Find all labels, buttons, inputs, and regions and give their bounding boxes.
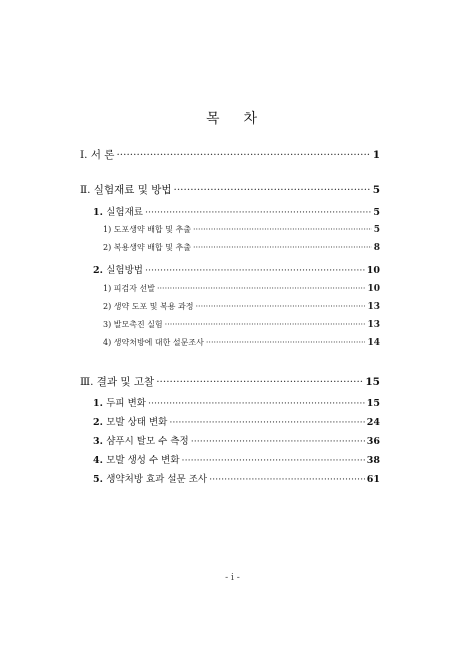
toc-entry-2-2-1[interactable] <box>103 283 380 294</box>
section-title: 생약처방 효과 설문 조사 <box>106 474 208 485</box>
toc-entry-2-1-1[interactable] <box>103 224 380 235</box>
toc-entry-2-2[interactable] <box>93 262 380 276</box>
toc-label <box>93 395 146 409</box>
toc-label: 1) 피검자 선발 <box>103 284 155 293</box>
dot-leader <box>165 320 366 329</box>
toc-page: 13 <box>367 302 380 312</box>
toc-label: 1) 도포생약 배합 및 추출 <box>103 225 191 234</box>
toc-label: Ⅲ. 결과 및 고찰 <box>80 376 155 388</box>
toc-label <box>93 433 189 447</box>
dot-leader <box>182 455 365 466</box>
toc-label: 4) 생약처방에 대한 설문조사 <box>103 338 204 347</box>
dot-leader <box>145 265 365 276</box>
toc-page: 5 <box>373 207 380 218</box>
dot-leader <box>191 436 365 447</box>
toc-entry-ch3[interactable] <box>80 374 380 389</box>
toc-page: 10 <box>367 284 380 294</box>
toc-page: 14 <box>367 338 380 348</box>
toc-entry-2-2-4[interactable] <box>103 337 380 348</box>
toc-page: 13 <box>367 320 380 330</box>
dot-leader <box>116 149 370 161</box>
toc-label <box>93 262 143 276</box>
toc-entry-3-2[interactable] <box>93 414 380 428</box>
dot-leader <box>174 184 371 196</box>
toc-label: Ⅱ. 실험재료 및 방법 <box>80 184 172 196</box>
dot-leader <box>193 225 372 234</box>
section-title: 실험재료 <box>106 207 143 218</box>
toc-page: 24 <box>366 417 380 428</box>
section-number: 4. <box>93 455 103 466</box>
toc-entry-3-1[interactable] <box>93 395 380 409</box>
toc-page: 38 <box>366 455 380 466</box>
toc-entry-ch1[interactable] <box>80 147 380 162</box>
toc-entry-3-4[interactable] <box>93 452 380 466</box>
section-number: 2. <box>93 417 103 428</box>
section-title: 실험방법 <box>106 265 143 276</box>
section-number: 1. <box>93 398 103 409</box>
section-number: 3. <box>93 436 103 447</box>
toc-label: 2) 생약 도포 및 복용 과정 <box>103 302 194 311</box>
toc-page: 8 <box>373 243 380 253</box>
dot-leader <box>169 417 364 428</box>
toc-page: 15 <box>365 376 380 388</box>
toc-page: 5 <box>373 225 380 235</box>
toc-entry-2-1-2[interactable] <box>103 242 380 253</box>
title-char-2: 차 <box>243 111 260 127</box>
toc-page: 10 <box>366 265 380 276</box>
title-char-1: 목 <box>205 111 222 127</box>
toc-label: 3) 발모촉진 실험 <box>103 320 163 329</box>
toc-entry-2-2-3[interactable] <box>103 319 380 330</box>
toc-entry-2-2-2[interactable] <box>103 301 380 312</box>
section-number: 2. <box>93 265 103 276</box>
section-title: 두피 변화 <box>106 398 146 409</box>
toc-page: 5 <box>372 184 380 196</box>
dot-leader <box>145 207 371 218</box>
toc-label <box>93 471 207 485</box>
section-number: 1. <box>93 207 103 218</box>
toc-label <box>93 414 167 428</box>
dot-leader <box>206 338 366 347</box>
dot-leader <box>195 302 365 311</box>
dot-leader <box>209 474 365 485</box>
toc-page: 36 <box>366 436 380 447</box>
page-number-footer: - i - <box>225 573 240 583</box>
page-title <box>0 108 465 128</box>
toc-page: 1 <box>372 149 380 161</box>
toc-label: 2) 복용생약 배합 및 추출 <box>103 243 191 252</box>
toc-entry-3-3[interactable] <box>93 433 380 447</box>
section-title: 모발 상태 변화 <box>106 417 168 428</box>
toc-entry-ch2[interactable] <box>80 182 380 197</box>
toc-label <box>93 204 143 218</box>
dot-leader <box>156 376 363 388</box>
dot-leader <box>148 398 365 409</box>
toc-page: 61 <box>366 474 380 485</box>
toc-page: 15 <box>366 398 380 409</box>
section-title: 샴푸시 탈모 수 측정 <box>106 436 189 447</box>
dot-leader <box>157 284 366 293</box>
section-number: 5. <box>93 474 103 485</box>
toc-label: Ⅰ. 서 론 <box>80 149 115 161</box>
dot-leader <box>193 243 372 252</box>
section-title: 모발 생성 수 변화 <box>106 455 180 466</box>
toc-entry-3-5[interactable] <box>93 471 380 485</box>
toc-entry-2-1[interactable] <box>93 204 380 218</box>
toc-label <box>93 452 180 466</box>
